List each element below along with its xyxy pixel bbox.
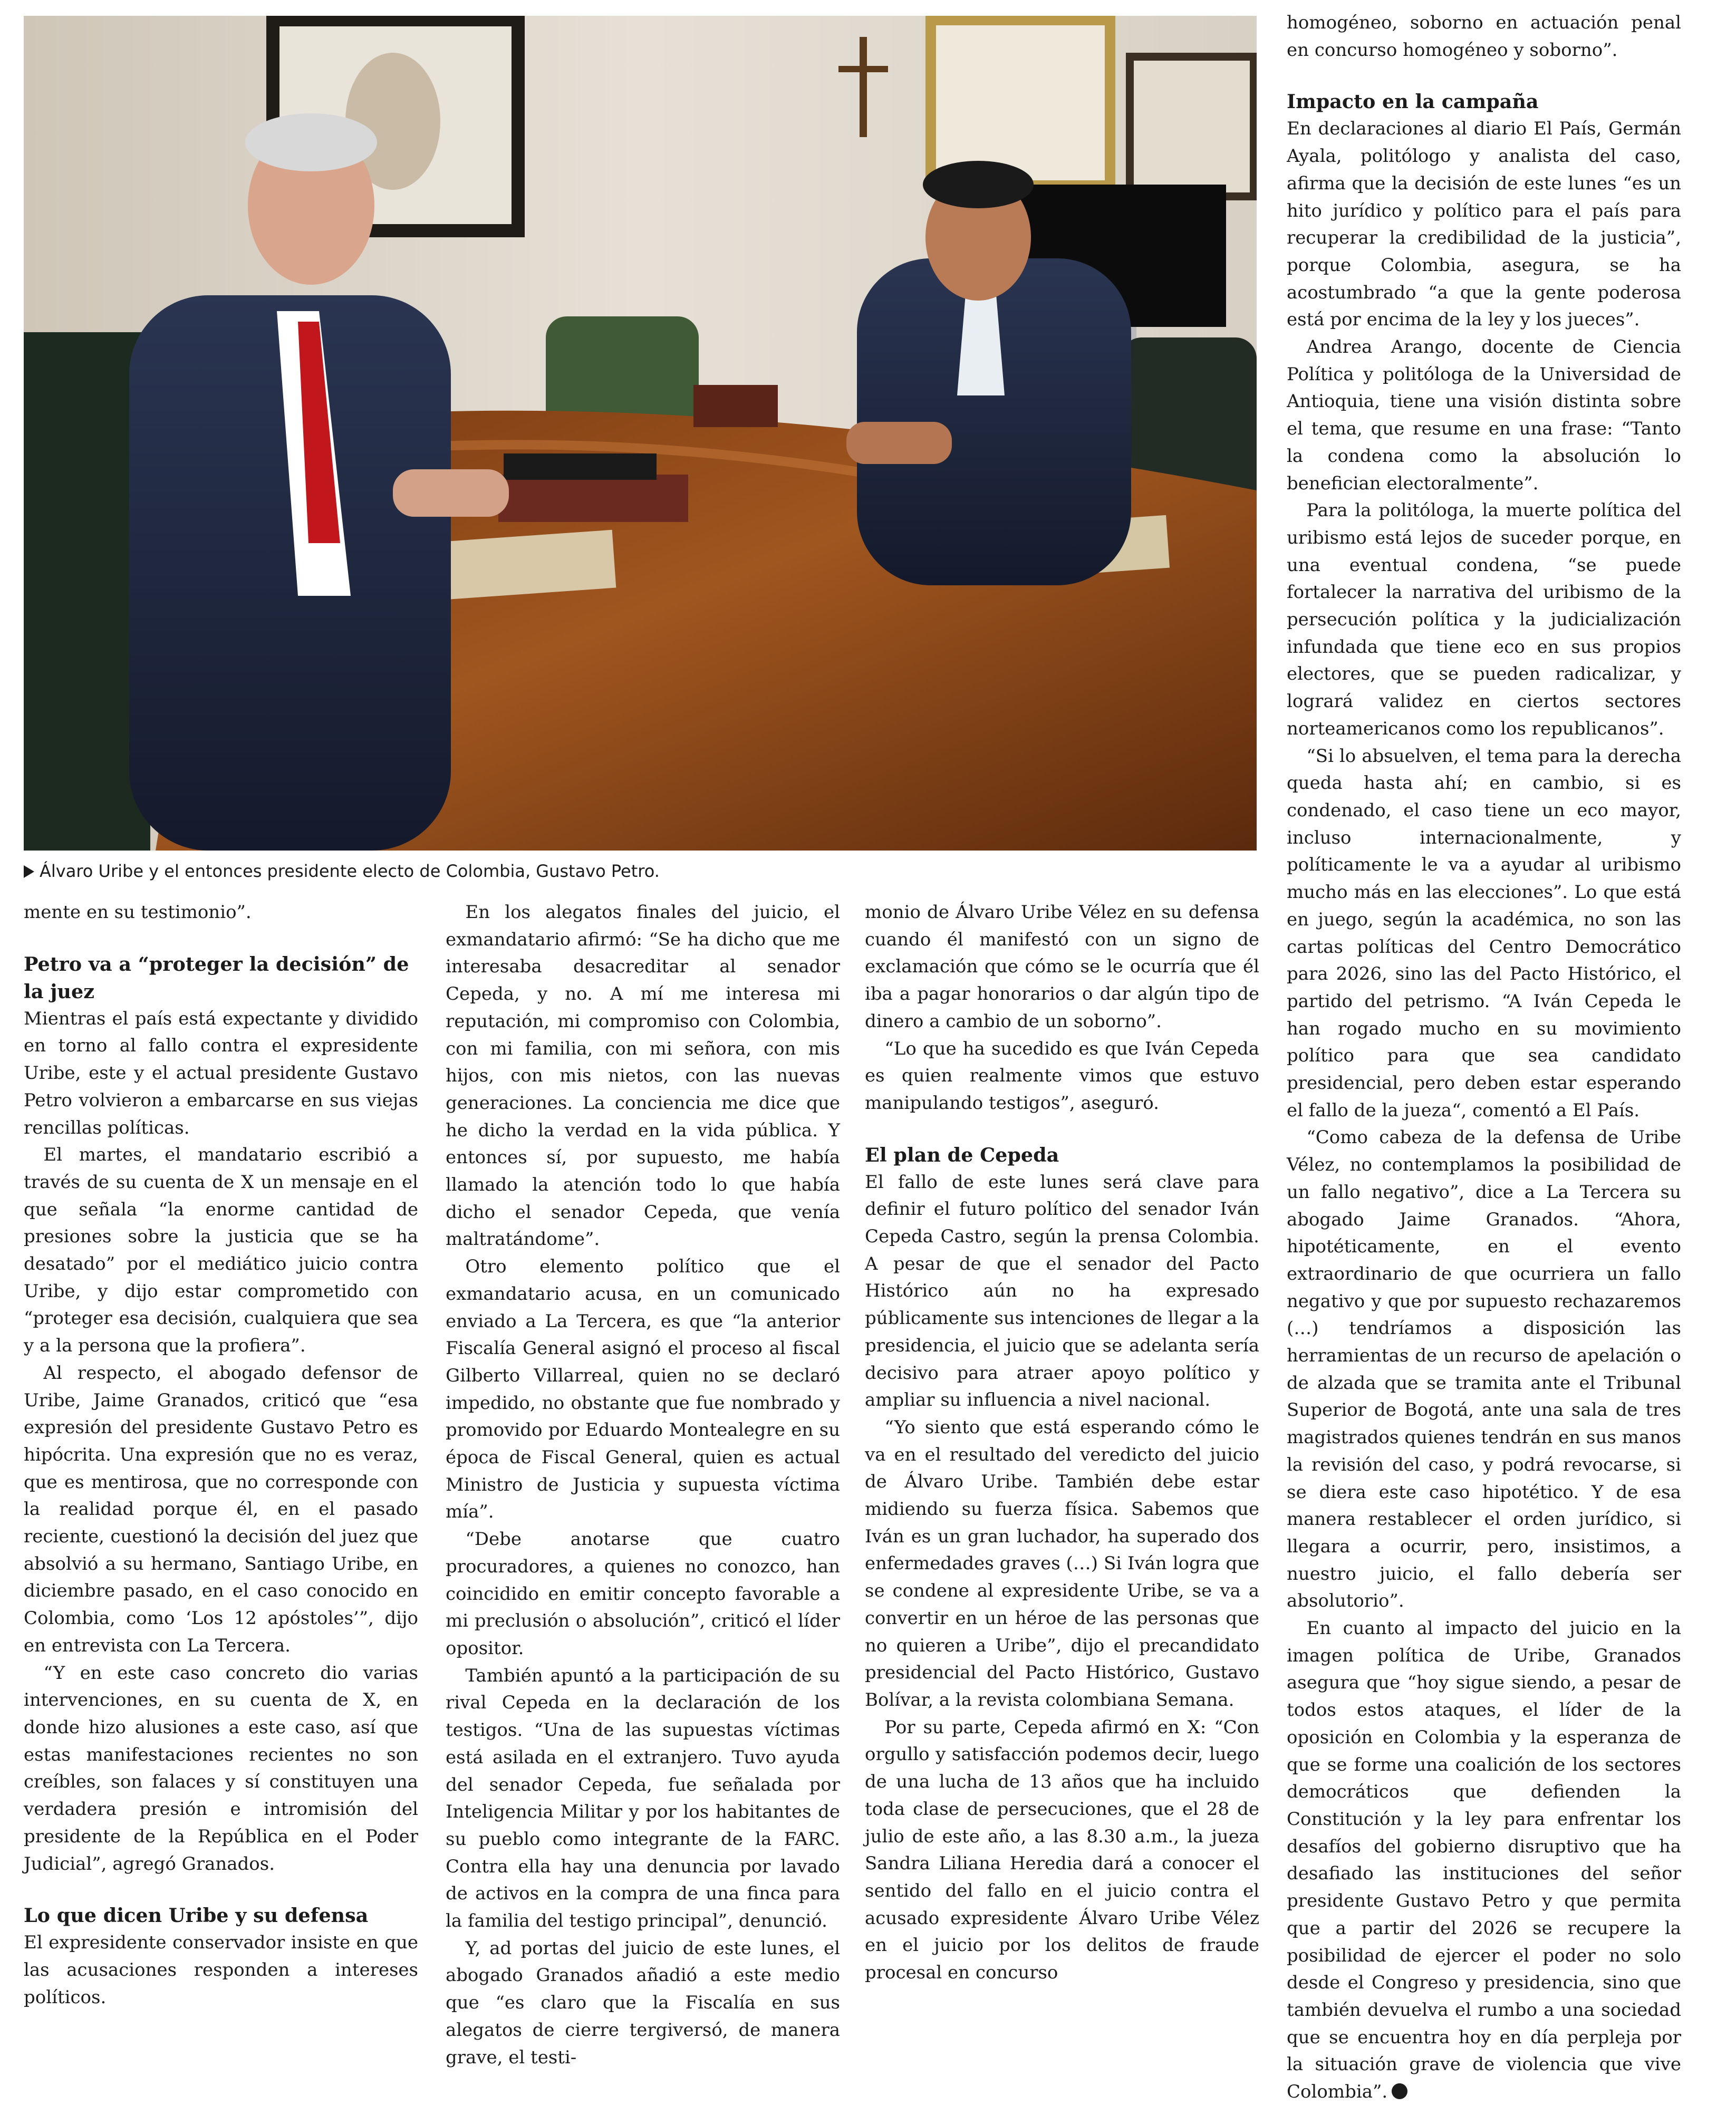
article-photo xyxy=(24,16,1257,851)
photo-illustration xyxy=(24,16,1257,851)
paragraph: “Y en este caso concreto dio varias intervenciones, en su cuenta de X, en donde hizo alusiones a este caso, así que estas manifestaciones recientes no son creíbles, son falaces y sí constituyen una verdadera presión e intromisión del presidente de la República en el Poder Judicial”, agregó Granados. xyxy=(24,1662,418,1875)
paragraph: “Debe anotarse que cuatro procuradores, a quienes no conozco, han coincidido en emitir concepto favorable a mi preclusión o absolución”, criticó el líder opositor. xyxy=(446,1529,840,1659)
paragraph: Y, ad portas del juicio de este lunes, el abogado Granados añadió a este medio que “es claro que la Fiscalía en sus alegatos de cierre tergiversó, de manera grave, el testi- xyxy=(446,1937,840,2068)
paragraph: El expresidente conservador insiste en que las acusaciones responden a intereses políticos. xyxy=(24,1932,418,2008)
photo-caption xyxy=(24,858,1257,884)
end-mark-icon xyxy=(1392,2083,1407,2099)
paragraph-text: En cuanto al impacto del juicio en la imagen política de Uribe, Granados asegura que “hoy sigue siendo, a pesar de todos estos ataques, el líder de la oposición en Colombia y la esperanza de que se forme una coalición de los sectores democráticos que defienden la Constitución y la ley para enfrentar los desafíos del gobierno disruptivo que ha desafiado las instituciones del señor presidente Gustavo Petro y que permita que a partir del 2026 se recupere la posibilidad de ejercer el poder no solo desde el Congreso y presidencia, sino que también devuelva el rumbo a una sociedad que se encuentra hoy en día perpleja por la situación grave de violencia que vive Colombia”. xyxy=(1287,1618,1681,2103)
paragraph: homogéneo, soborno en actuación penal en concurso homogéneo y soborno”. xyxy=(1287,12,1681,61)
article-column-4 xyxy=(1287,9,1681,2103)
paragraph: monio de Álvaro Uribe Vélez en su defensa cuando él manifestó con un signo de exclamación que cómo se le ocurría que él iba a pagar honorarios o dar algún tipo de dinero a cambio de un soborno”. xyxy=(865,902,1259,1032)
section-heading: Lo que dicen Uribe y su defensa xyxy=(24,1904,369,1927)
paragraph: El martes, el mandatario escribió a través de su cuenta de X un mensaje en el que señala “la enorme cantidad de presiones sobre la justicia que se ha desatado” por el mediático juicio contra Uribe, y dijo estar comprometido con “proteger esa decisión, cualquiera que sea y a la persona que la profiera”. xyxy=(24,1144,418,1357)
article-column-2 xyxy=(446,899,840,2068)
paragraph: Andrea Arango, docente de Ciencia Política y politóloga de la Universidad de Antioquia, tiene una visión distinta sobre el tema, que resume en una frase: “Tanto la condena como la absolución lo benefician electoralmente”. xyxy=(1287,336,1681,494)
article-column-1 xyxy=(24,899,418,2020)
paragraph: En declaraciones al diario El País, Germán Ayala, politólogo y analista del caso, afirma que la decisión de este lunes “es un hito jurídico y político para el país para recuperar la credibilidad de la justicia”, porque Colombia, asegura, se ha acostumbrado “a que la gente poderosa está por encima de la ley y los jueces”. xyxy=(1287,118,1681,331)
triangle-right-icon xyxy=(24,865,34,878)
article-column-3 xyxy=(865,899,1259,2020)
paragraph: Por su parte, Cepeda afirmó en X: “Con orgullo y satisfacción podemos decir, luego de una lucha de 13 años que ha incluido toda clase de persecuciones, que el 28 de julio de este año, a las 8.30 a.m., la jueza Sandra Liliana Heredia dará a conocer el sentido del fallo en el juicio contra el acusado expresidente Álvaro Uribe Vélez en el juicio por los delitos de fraude procesal en concurso xyxy=(865,1716,1259,1984)
paragraph: “Como cabeza de la defensa de Uribe Vélez, no contemplamos la posibilidad de un fallo negativo”, dice a La Tercera su abogado Jaime Granados. “Ahora, hipotéticamente, en el evento extraordinario de que ocurriera un fallo negativo y que por supuesto rechazaremos (…) tendríamos a disposición las herramientas de un recurso de apelación o de alzada que se tramita ante el Tribunal Superior de Bogotá, ante una sala de tres magistrados quienes tendrán en sus manos la revisión del caso, y podrá revocarse, si se diera este caso hipotético. Y de esa manera restablecer el orden jurídico, si llegara a ocurrir, pero, insistimos, a nuestro juicio, el fallo debería ser absolutorio”. xyxy=(1287,1127,1681,1612)
paragraph: “Lo que ha sucedido es que Iván Cepeda es quien realmente vimos que estuvo manipulando testigos”, aseguró. xyxy=(865,1038,1259,1114)
paragraph-final xyxy=(1287,1615,1681,2106)
section-heading: Impacto en la campaña xyxy=(1287,90,1539,113)
section-heading: Petro va a “proteger la decisión” de la juez xyxy=(24,952,409,1003)
paragraph: También apuntó a la participación de su rival Cepeda en la declaración de los testigos. “Una de las supuestas víctimas está asilada en el extranjero. Tuvo ayuda del senador Cepeda, fue señalada por Inteligencia Militar y por los habitantes de su pueblo como integrante de la FARC. Contra ella hay una denuncia por lavado de activos en la compra de una finca para la familia del testigo principal”, denunció. xyxy=(446,1665,840,1932)
paragraph: “Si lo absuelven, el tema para la derecha queda hasta ahí; en cambio, si es condenado, el caso tiene un eco mayor, incluso internacionalmente, y políticamente le va a ayudar al uribismo mucho más en las elecciones”. Lo que está en juego, según la académica, no son las cartas políticas del Centro Democrático para 2026, sino las del Pacto Histórico, el partido del petrismo. “A Iván Cepeda le han rogado mucho en su movimiento político para que sea candidato presidencial, pero deben estar esperando el fallo de la jueza“, comentó a El País. xyxy=(1287,745,1681,1121)
paragraph: Mientras el país está expectante y dividido en torno al fallo contra el expresidente Uribe, este y el actual presidente Gustavo Petro volvieron a embarcarse en sus viejas rencillas políticas. xyxy=(24,1008,418,1138)
paragraph: Al respecto, el abogado defensor de Uribe, Jaime Granados, criticó que “esa expresión del presidente Gustavo Petro es hipócrita. Una expresión que no es veraz, que es mentirosa, que no corresponde con la realidad porque él, en el pasado reciente, cuestionó la decisión del juez que absolvió a su hermano, Santiago Uribe, en diciembre pasado, en el caso conocido en Colombia, como ‘Los 12 apóstoles’”, dijo en entrevista con La Tercera. xyxy=(24,1362,418,1656)
section-heading: El plan de Cepeda xyxy=(865,1143,1059,1166)
paragraph: Para la politóloga, la muerte política del uribismo está lejos de suceder porque, en una eventual condena, “se puede fortalecer la narrativa del uribismo de la persecución política y la judicialización infundada que tiene eco en sus propios electores, que se pueden radicalizar, y logrará validez en ciertos sectores norteamericanos como los republicanos”. xyxy=(1287,500,1681,739)
paragraph: Otro elemento político que el exmandatario acusa, en un comunicado enviado a La Tercera, es que “la anterior Fiscalía General asignó el proceso al fiscal Gilberto Villarreal, quien no se declaró impedido, no obstante que fue nombrado y promovido por Eduardo Montealegre en su época de Fiscal General, quien es actual Ministro de Justicia y supuesta víctima mía”. xyxy=(446,1256,840,1523)
paragraph: En los alegatos finales del juicio, el exmandatario afirmó: “Se ha dicho que me interesaba desacreditar al senador Cepeda, y no. A mí me interesa mi reputación, mi compromiso con Colombia, con mi familia, con mi señora, con mis hijos, con mis nietos, con las nuevas generaciones. La conciencia me dice que he dicho la verdad en la vida pública. Y entonces sí, por supuesto, me había llamado la atención todo lo que había dicho el senador Cepeda, que venía maltratándome”. xyxy=(446,902,840,1250)
paragraph: “Yo siento que está esperando cómo le va en el resultado del veredicto del juicio de Álvaro Uribe. También debe estar midiendo su fuerza física. Sabemos que Iván es un gran luchador, ha superado dos enfermedades graves (…) Si Iván logra que se condene al expresidente Uribe, se va a convertir en un héroe de las personas que no quieren a Uribe”, dijo el precandidato presidencial del Pacto Histórico, Gustavo Bolívar, a la revista colombiana Semana. xyxy=(865,1416,1259,1711)
paragraph: El fallo de este lunes será clave para definir el futuro político del senador Iván Cepeda Castro, según la prensa Colombia. A pesar de que el senador del Pacto Histórico aún no ha expresado públicamente sus intenciones de llegar a la presidencia, el juicio que se adelanta sería decisivo para atraer apoyo político y ampliar su influencia a nivel nacional. xyxy=(865,1171,1259,1411)
photo-caption-text: Álvaro Uribe y el entonces presidente electo de Colombia, Gustavo Petro. xyxy=(40,861,660,881)
paragraph: mente en su testimonio”. xyxy=(24,902,252,923)
